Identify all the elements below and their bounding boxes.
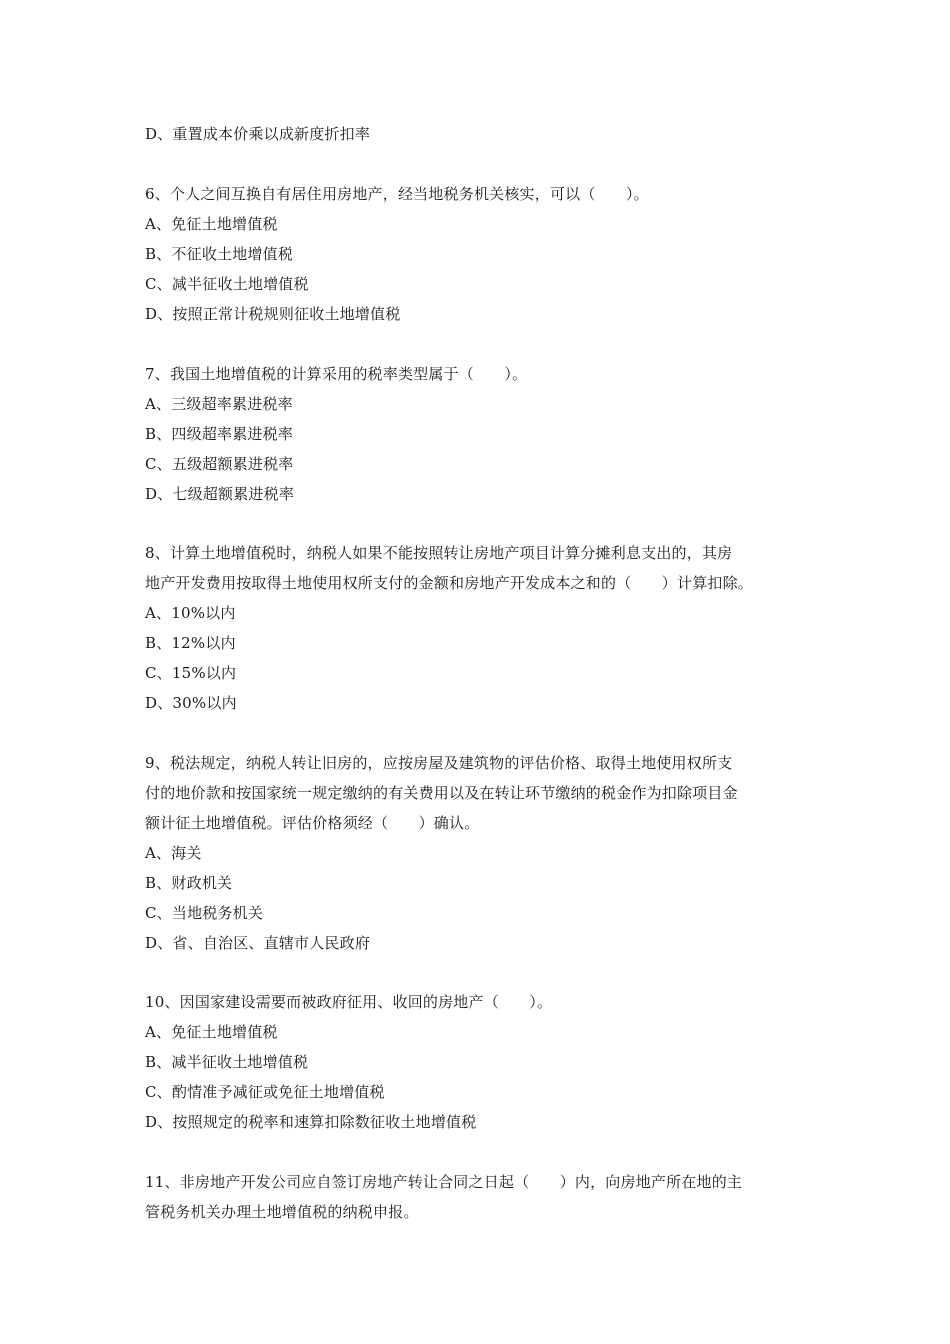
q10-stem: 10、因国家建设需要而被政府征用、收回的房地产（ ）。 <box>145 993 553 1011</box>
q9-option-a: A、海关 <box>145 844 202 862</box>
q10-option-c: C、酌情准予减征或免征土地增值税 <box>145 1083 385 1101</box>
q7-option-d: D、七级超额累进税率 <box>145 485 295 503</box>
q7-stem: 7、我国土地增值税的计算采用的税率类型属于（ ）。 <box>145 365 528 383</box>
q7-option-b: B、四级超率累进税率 <box>145 425 294 443</box>
q6-stem: 6、个人之间互换自有居住用房地产，经当地税务机关核实，可以（ ）。 <box>145 185 649 203</box>
q9-stem-line-2: 付的地价款和按国家统一规定缴纳的有关费用以及在转让环节缴纳的税金作为扣除项目金 <box>145 784 738 802</box>
q11-stem-line-2: 管税务机关办理土地增值税的纳税申报。 <box>145 1203 419 1221</box>
q9-option-d: D、省、自治区、直辖市人民政府 <box>145 934 371 952</box>
q9-option-c: C、当地税务机关 <box>145 904 264 922</box>
q9-stem-line-3: 额计征土地增值税。评估价格须经（ ）确认。 <box>145 814 480 832</box>
q8-stem-line-2: 地产开发费用按取得土地使用权所支付的金额和房地产开发成本之和的（ ）计算扣除。 <box>145 574 754 592</box>
q10-option-a: A、免征土地增值税 <box>145 1023 278 1041</box>
q8-option-a: A、10%以内 <box>145 604 236 622</box>
q11-stem-line-1: 11、非房地产开发公司应自签订房地产转让合同之日起（ ）内，向房地产所在地的主 <box>145 1173 743 1191</box>
q6-option-b: B、不征收土地增值税 <box>145 245 294 263</box>
q10-option-b: B、减半征收土地增值税 <box>145 1053 309 1071</box>
q6-option-a: A、免征土地增值税 <box>145 215 278 233</box>
q8-option-b: B、12%以内 <box>145 634 236 652</box>
q6-option-d: D、按照正常计税规则征收土地增值税 <box>145 305 401 323</box>
q9-option-b: B、财政机关 <box>145 874 233 892</box>
q8-stem-line-1: 8、计算土地增值税时，纳税人如果不能按照转让房地产项目计算分摊利息支出的，其房 <box>145 544 733 562</box>
q7-option-a: A、三级超率累进税率 <box>145 395 293 413</box>
q7-option-c: C、五级超额累进税率 <box>145 455 294 473</box>
q8-option-d: D、30%以内 <box>145 694 237 712</box>
q5-option-d: D、重置成本价乘以成新度折扣率 <box>145 125 371 143</box>
q10-option-d: D、按照规定的税率和速算扣除数征收土地增值税 <box>145 1113 477 1131</box>
q6-option-c: C、减半征收土地增值税 <box>145 275 309 293</box>
q8-option-c: C、15%以内 <box>145 664 237 682</box>
q9-stem-line-1: 9、税法规定，纳税人转让旧房的，应按房屋及建筑物的评估价格、取得土地使用权所支 <box>145 754 733 772</box>
